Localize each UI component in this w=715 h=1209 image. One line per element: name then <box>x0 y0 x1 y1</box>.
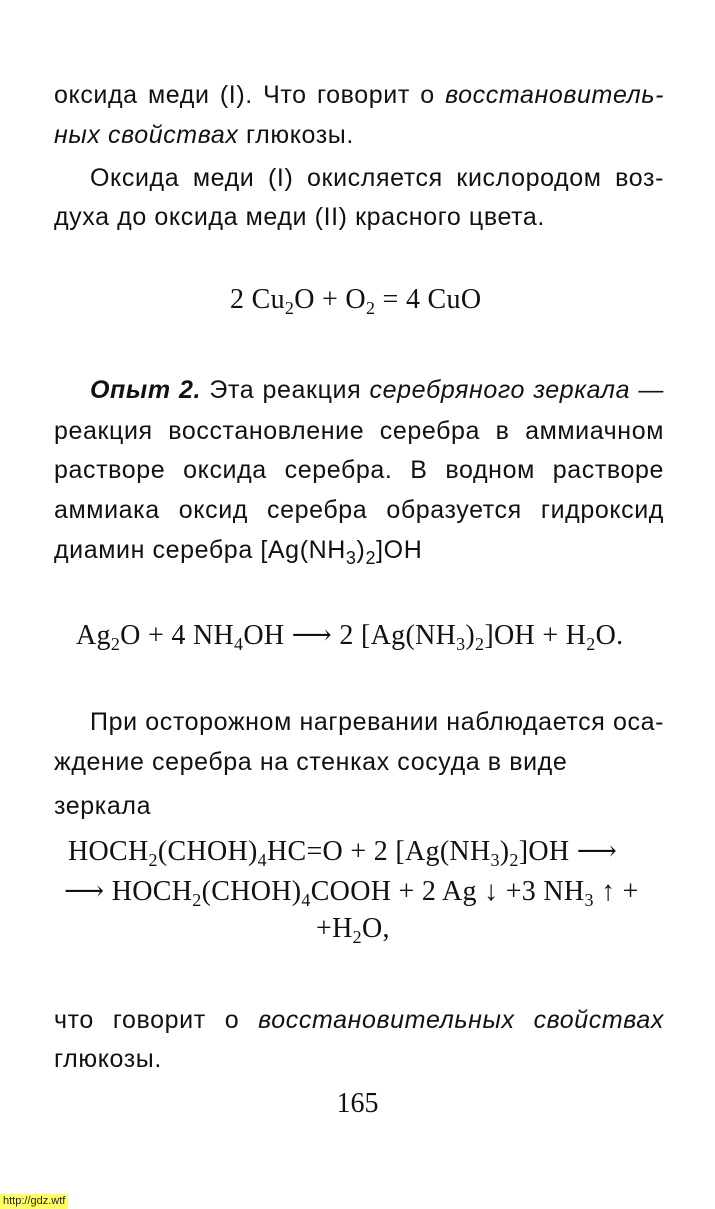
paragraph-4-line-2: ждение серебра на стенках сосуда в виде зеркала <box>54 748 568 820</box>
paragraph-5-line-1: что говорит о восстановительных свойствах <box>54 1006 665 1034</box>
paragraph-4-line-1: При осторожном нагревании наблюдается оса- <box>90 708 664 736</box>
paragraph-2-line-1: Оксида меди (I) окисляется кислородом воз- <box>90 164 664 192</box>
paragraph-2-line-2: духа до оксида меди (II) красного цвета. <box>54 203 545 231</box>
experiment-2-line-4: аммиака оксид серебра образуется гидроксид <box>54 496 664 524</box>
paragraph-5-line-2: глюкозы. <box>54 1045 162 1073</box>
experiment-2-line-5: диамин серебра $[Ag(NH_3)_2]OH$ <box>54 536 423 568</box>
experiment-2-line-2: реакция восстановление серебра в аммиачном <box>54 417 664 445</box>
source-url-link[interactable]: http://gdz.wtf <box>0 1194 68 1209</box>
equation-silver-complex: $Ag_2O + 4$ $NH_4OH$ ⟶ 2 $[Ag(NH_3)_2]OH + H_2O$. <box>76 620 624 654</box>
paragraph-1-line-2: ных свойствах глюкозы. <box>54 121 354 149</box>
experiment-2-line-1: Опыт 2. Эта реакция серебряного зеркала — <box>90 376 665 404</box>
equation-glucose-line-3: $+H_2O$, <box>316 913 390 947</box>
equation-glucose-line-1: $HOCH_2(CHOH)_4HC=O + 2$ $[Ag(NH_3)_2]OH$ ⟶ <box>68 836 618 870</box>
experiment-2-line-3: растворе оксида серебра. В водном растворе <box>54 456 664 484</box>
page-number: 165 <box>336 1088 379 1119</box>
equation-copper-oxidation: 2 $Cu_2O + O_2 = 4$ CuO <box>230 284 482 318</box>
paragraph-1-line-1: оксида меди (I). Что говорит о восстановитель- <box>54 81 665 109</box>
experiment-label: Опыт 2. <box>90 376 202 404</box>
equation-glucose-line-2: ⟶ $HOCH_2(CHOH)_4COOH + 2$ Ag ↓ +3 $NH_3$ ↑ + <box>64 876 639 910</box>
